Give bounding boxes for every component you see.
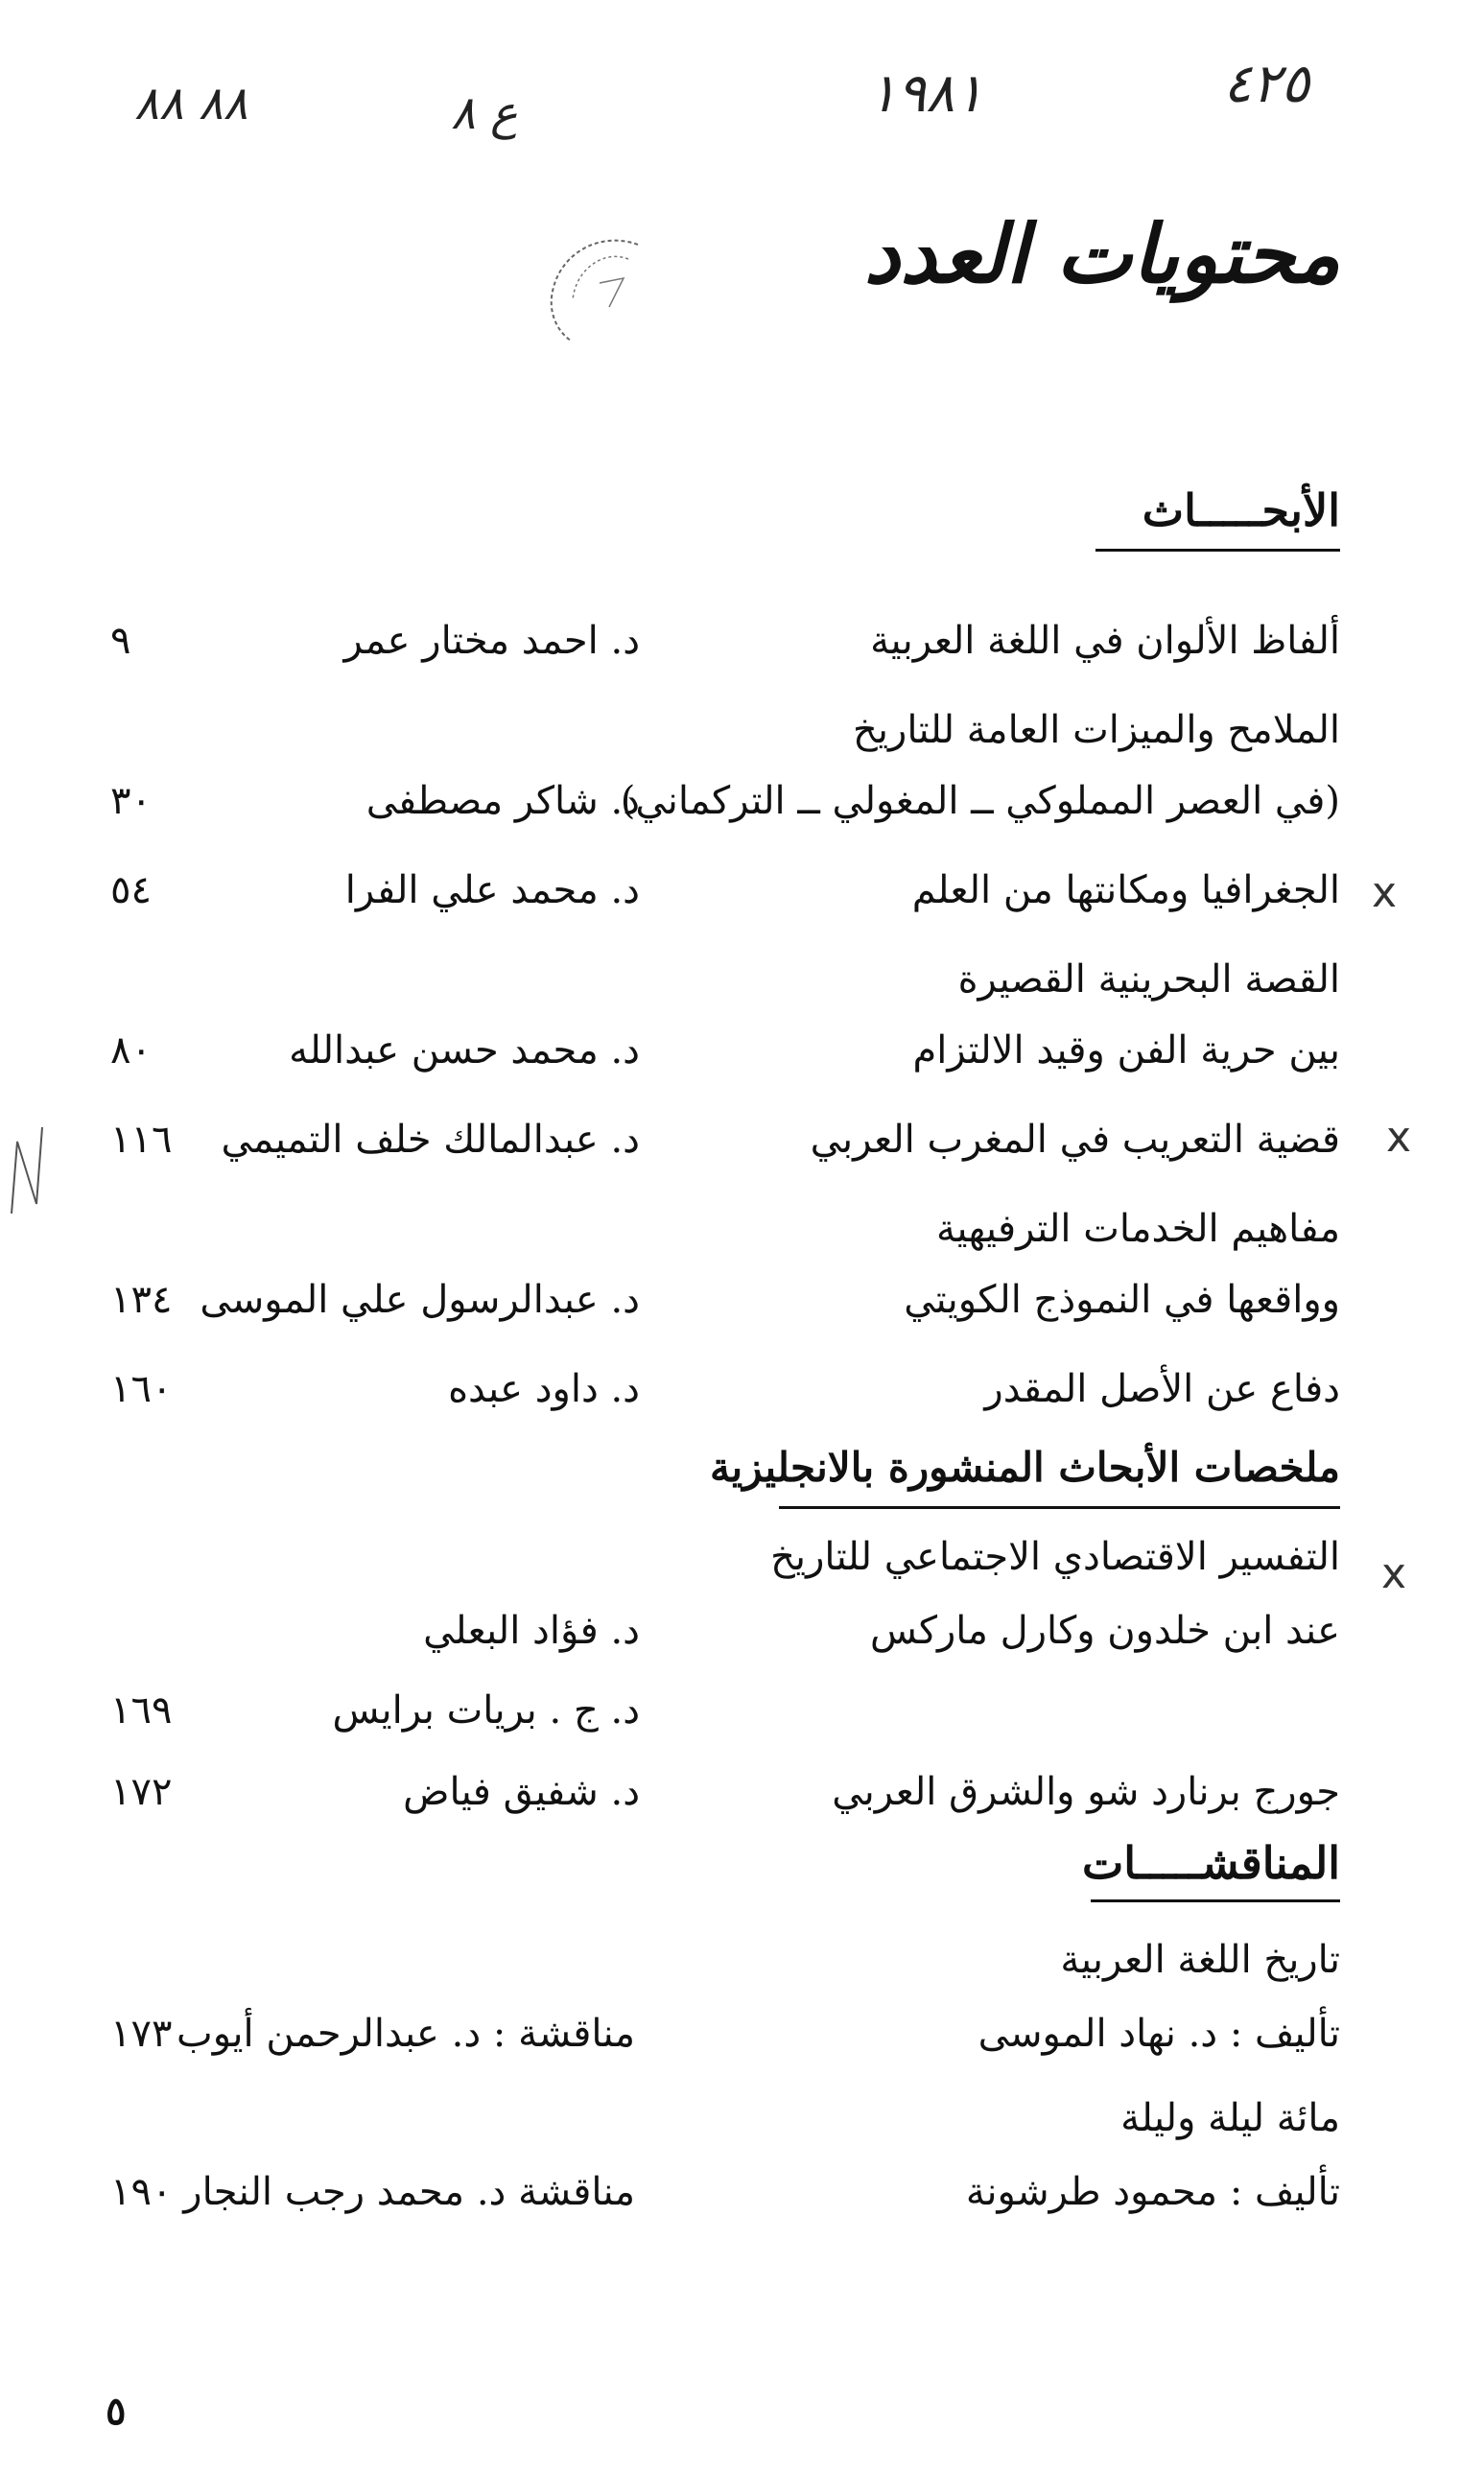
entry-title: مفاهيم الخدمات الترفيهية (935, 1207, 1340, 1251)
margin-x-mark: x (1372, 868, 1398, 917)
entry-author: د. عبدالرسول علي الموسى (200, 1278, 640, 1322)
margin-x-mark: x (1381, 1549, 1407, 1598)
entry-author: د. احمد مختار عمر (343, 619, 640, 663)
entry-title: الجغرافيا ومكانتها من العلم (911, 868, 1340, 912)
entry-title-line2: تأليف : د. نهاد الموسى (978, 2012, 1340, 2056)
handwritten-issue: ع ٨ (451, 86, 518, 140)
entry-title-line2: عند ابن خلدون وكارل ماركس (869, 1609, 1340, 1653)
entry-author: مناقشة د. محمد رجب النجار (183, 2170, 635, 2214)
entry-author: د. محمد حسن عبدالله (289, 1028, 640, 1073)
handwritten-number: ٤٢٥ (1223, 53, 1310, 115)
entry-author: مناقشة : د. عبدالرحمن أيوب (177, 2012, 635, 2056)
entry-page: ١٦٩ (110, 1688, 173, 1733)
entry-title: ألفاظ الألوان في اللغة العربية (870, 619, 1340, 663)
margin-scribble (0, 1118, 58, 1223)
library-stamp (532, 225, 657, 350)
entry-page: ٥٤ (110, 868, 152, 912)
section-heading-discussions: المناقشـــــات (1081, 1837, 1340, 1889)
entry-title: الملامح والميزات العامة للتاريخ (853, 708, 1340, 752)
entry-author: د. شاكر مصطفى (365, 779, 640, 823)
section-underline (1091, 1899, 1340, 1902)
entry-page: ٣٠ (110, 779, 152, 823)
entry-page: ١١٦ (110, 1118, 173, 1162)
entry-title-line2: وواقعها في النموذج الكويتي (904, 1278, 1340, 1322)
section-underline (1095, 549, 1340, 552)
handwritten-year: ١٩٨١ (868, 62, 984, 125)
entry-author: د. فؤاد البعلي (423, 1609, 640, 1653)
entry-title-line2: تأليف : محمود طرشونة (965, 2170, 1340, 2214)
entry-page: ٩ (110, 619, 131, 663)
entry-title: القصة البحرينية القصيرة (957, 957, 1340, 1002)
entry-title: التفسير الاقتصادي الاجتماعي للتاريخ (770, 1535, 1340, 1579)
handwritten-top-left: ٨٨ ٨٨ (134, 77, 248, 130)
entry-title: مائة ليلة وليلة (1120, 2096, 1340, 2140)
entry-title: تاريخ اللغة العربية (1060, 1938, 1340, 1982)
entry-author: د. شفيق فياض (403, 1770, 640, 1814)
entry-page: ٨٠ (110, 1028, 152, 1073)
entry-title-line2: بين حرية الفن وقيد الالتزام (912, 1028, 1340, 1073)
section-heading-research: الأبحـــــاث (1142, 484, 1340, 536)
margin-x-mark: x (1386, 1113, 1412, 1162)
entry-title: قضية التعريب في المغرب العربي (810, 1118, 1340, 1162)
entry-page: ١٦٠ (110, 1367, 173, 1411)
entry-page: ١٩٠ (110, 2170, 173, 2214)
entry-page: ١٧٣ (110, 2012, 173, 2056)
page-title: محتويات العدد (863, 206, 1340, 301)
entry-page: ١٧٢ (110, 1770, 173, 1814)
entry-author: د. داود عبده (448, 1367, 640, 1411)
entry-title: جورج برنارد شو والشرق العربي (832, 1770, 1340, 1814)
entry-author-2: د. ج . بريات برايس (332, 1688, 640, 1733)
entry-author: د. عبدالمالك خلف التميمي (221, 1118, 640, 1162)
entry-page: ١٣٤ (110, 1278, 173, 1322)
section-underline (779, 1506, 1340, 1509)
section-heading-abstracts: ملخصات الأبحاث المنشورة بالانجليزية (710, 1444, 1340, 1491)
entry-author: د. محمد علي الفرا (344, 868, 640, 912)
entry-title: دفاع عن الأصل المقدر (984, 1367, 1340, 1411)
page-number: ٥ (106, 2389, 127, 2434)
entry-title-line2: (في العصر المملوكي ــ المغولي ــ التركماني) (620, 779, 1340, 823)
